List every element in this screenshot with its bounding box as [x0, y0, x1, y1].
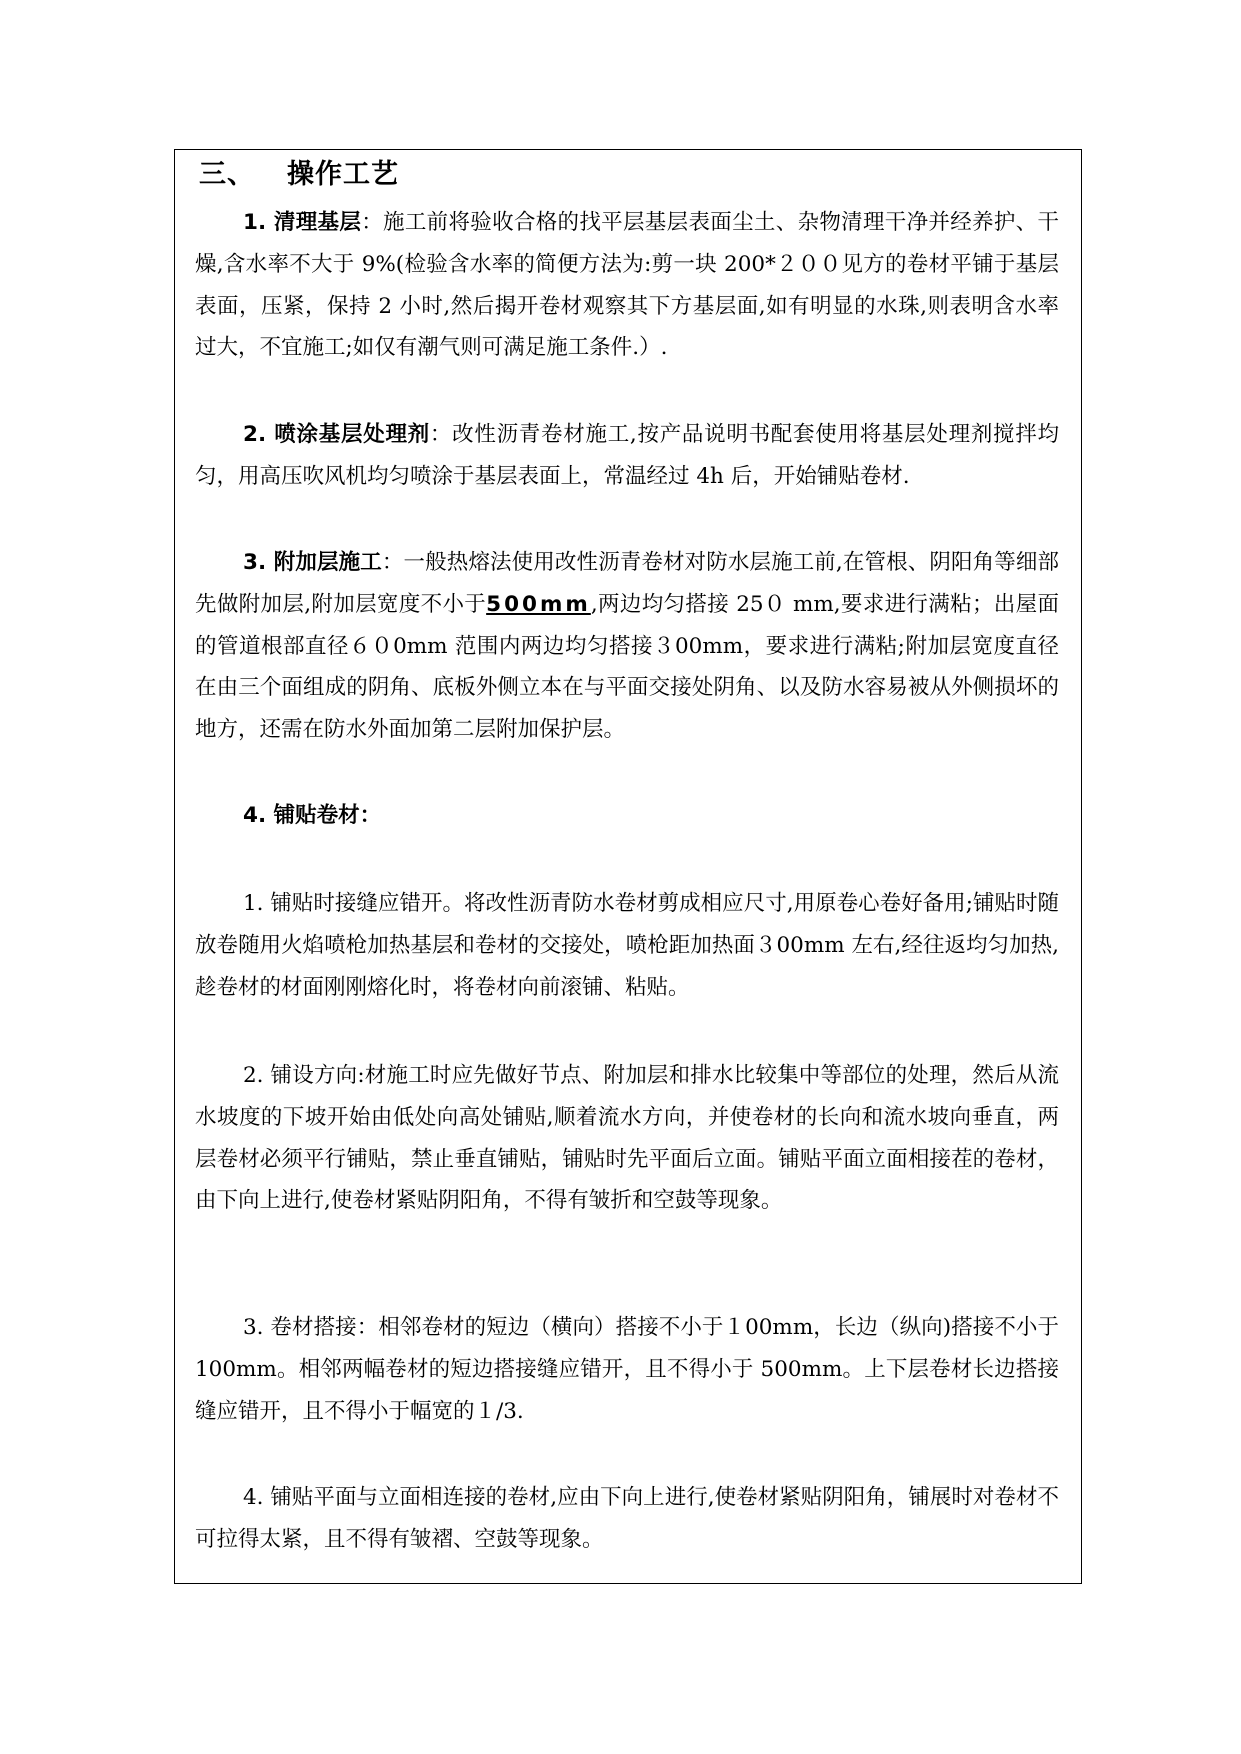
step-4-heading	[195, 795, 1059, 837]
sub-item-3: 3. 卷材搭接：相邻卷材的短边（横向）搭接不小于１00mm，长边（纵向)搭接不小于 100mm。相邻两幅卷材的短边搭接缝应错开，且不得小于 500mm。上下层卷材长边搭接缝应错开，且不得小于幅宽的１/3.	[195, 1315, 1059, 1424]
step-4-label: 4. 铺贴卷材：	[243, 803, 382, 828]
step-2-paragraph	[195, 414, 1059, 498]
section-heading	[199, 154, 399, 196]
section-title: 操作工艺	[287, 159, 399, 190]
step-3-text-a: ：一般热熔法使用改性沥青卷材对防水层施工前,在管根、阴阳角等细部先做附加层,附加层宽度不小于	[195, 550, 1059, 617]
step-3-label: 3. 附加层施工	[243, 550, 382, 575]
step-2-text: ：改性沥青卷材施工,按产品说明书配套使用将基层处理剂搅拌均匀，用高压吹风机均匀喷涂于基层表面上，常温经过 4h 后，开始铺贴卷材.	[195, 422, 1059, 489]
sub-item-4: 4. 铺贴平面与立面相连接的卷材,应由下向上进行,使卷材紧贴阴阳角，铺展时对卷材不可拉得太紧，且不得有皱褶、空鼓等现象。	[195, 1485, 1059, 1552]
step-3-paragraph	[195, 542, 1059, 751]
step-1-text: ：施工前将验收合格的找平层基层表面尘土、杂物清理干净并经养护、干燥,含水率不大于 9%(检验含水率的简便方法为:剪一块 200*２００见方的卷材平铺于基层表面，压紧，保持 2 小时,然后揭开卷材观察其下方基层面,如有明显的水珠,则表明含水率过大，不宜施工;如仅有潮气则可满足施工条件.）.	[195, 210, 1059, 361]
sub-item-1: 1. 铺贴时接缝应错开。将改性沥青防水卷材剪成相应尺寸,用原卷心卷好备用;铺贴时随放卷随用火焰喷枪加热基层和卷材的交接处，喷枪距加热面３00mm 左右,经往返均匀加热,趁卷材的材面刚刚熔化时，将卷材向前滚铺、粘贴。	[195, 891, 1059, 1000]
step-2-label: 2. 喷涂基层处理剂	[243, 422, 430, 447]
step-1-paragraph	[195, 202, 1059, 369]
sub-item-2: 2. 铺设方向:材施工时应先做好节点、附加层和排水比较集中等部位的处理，然后从流水坡度的下坡开始由低处向高处铺贴,顺着流水方向，并使卷材的长向和流水坡向垂直，两层卷材必须平行铺贴，禁止垂直铺贴，铺贴时先平面后立面。铺贴平面立面相接茬的卷材，由下向上进行,使卷材紧贴阴阳角，不得有皱折和空鼓等现象。	[195, 1063, 1059, 1214]
section-number: 三、	[199, 159, 255, 190]
step-1-label: 1. 清理基层	[243, 210, 362, 235]
step-3-width-highlight: 500mm	[486, 591, 591, 617]
document-frame	[174, 149, 1082, 1584]
step-3-text-b: ,两边均匀搭接 25０ mm,要求进行满粘；出屋面的管道根部直径６０0mm 范围内两边均匀搭接３00mm，要求进行满粘;附加层宽度直径在由三个面组成的阴角、底板外侧立本在与平面交接处阴角、以及防水容易被从外侧损坏的地方，还需在防水外面加第二层附加保护层。	[195, 591, 1059, 743]
